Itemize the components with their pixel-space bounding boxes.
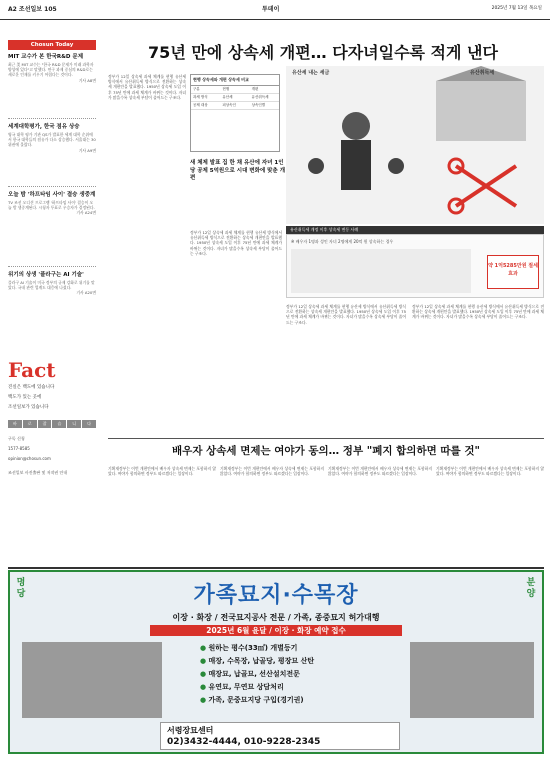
ad-feature: ● 유연묘, 무연묘 상담처리 (200, 681, 400, 694)
child-figure-icon (388, 158, 404, 174)
brief-ref: 기사 A8면 (78, 77, 96, 83)
law-cell: 유산취득세 (251, 95, 269, 99)
slogan-tab: 다 (82, 420, 96, 428)
brief-ref: 기사 A9면 (78, 147, 96, 153)
ad-contact-box[interactable] (160, 722, 400, 750)
tax-illustration (286, 66, 544, 224)
ad-feature: ● 가족, 문중묘지당 구입(경기권) (200, 694, 400, 707)
ad-feature-list (200, 642, 400, 707)
brief-title: MIT 교수가 본 한국R&D 문제 (8, 54, 84, 60)
illustration-svg (286, 66, 544, 224)
figure-head-icon (342, 112, 370, 140)
slogan-tabs (8, 420, 96, 428)
second-article-body: 기획재정부는 이번 개편안에서 배우자 상속세 면제는 포함하지 않았다. 여야가 합의하면 정부도 따르겠다는 입장이다. (436, 466, 544, 477)
fact-logo: Fact (8, 358, 56, 382)
law-cell: 현행 (222, 87, 230, 91)
building-shape (436, 81, 526, 141)
main-headline: 75년 만에 상속세 개편… 다자녀일수록 적게 낸다 (148, 43, 498, 62)
law-row (191, 86, 279, 94)
inheritance-table (286, 234, 544, 298)
slogan-tab: 바 (8, 420, 22, 428)
brief-item[interactable] (8, 124, 96, 154)
second-article-body: 기획재정부는 이번 개편안에서 배우자 상속세 면제는 포함하지 않았다. 여야가 합의하면 정부도 따르겠다는 입장이다. (220, 466, 324, 477)
brief-item[interactable] (8, 54, 96, 84)
brief-ref: 기사 A24면 (76, 210, 96, 216)
law-row (191, 94, 279, 102)
footer-note: 조선일보 사진출판 및 저작권 안내 (8, 470, 68, 475)
brief-title: 위기의 상생 '플라구는 AI 기술' (8, 272, 84, 278)
divider (108, 438, 544, 439)
child-figure-icon (308, 158, 324, 174)
brief-body: 최근 美 MIT 교수는 "한국 R&D 문제가 미래 과학자 양성에 있다"고 말했다. 연구 과제 중심의 R&D로는 새로운 인재를 키우기 어렵다는 것이다. (8, 62, 94, 78)
ad-side-text: 분양 (526, 578, 536, 599)
brief-body: 영국 대학 평가 기관 QS가 발표한 세계 대학 순위에서 한국 대학들의 점유가 다소 상승했다. 서울대는 30위권에 올랐다. (8, 132, 96, 148)
brief-body: 플라구 AI 기술이 미국 정부의 규제 강화로 위기를 맞았다. 국내 관련 업계도 대응에 나섰다. (8, 280, 95, 291)
cemetery-photo (22, 642, 162, 718)
ad-side-text: 명당 (16, 578, 26, 599)
second-article-body: 기획재정부는 이번 개편안에서 배우자 상속세 면제는 포함하지 않았다. 여야가 합의하면 정부도 따르겠다는 입장이다. (328, 466, 432, 477)
table-title: 유산취득세 개정 이후 상속세 변동 사례 (290, 227, 359, 232)
law-box-title: 현행 상속세와 개편 상속세 비교 (191, 75, 279, 86)
article-body: 정부가 12일 상속세 과세 체계를 현행 유산세 방식에서 유산취득세 방식으로 전환하는 상속세 개편안을 발표했다. 1950년 상속세 도입 이후 75년 만에 과세 체계가 바뀌는 것이다. 자녀가 많을수록 상속세 부담이 줄어드는 구조다. (108, 74, 186, 100)
figure-body-icon (341, 140, 371, 190)
divider (8, 266, 96, 267)
law-cell: 유산세 (222, 95, 233, 99)
slogan-tab: 잡 (38, 420, 52, 428)
second-article-body: 기획재정부는 이번 개편안에서 배우자 상속세 면제는 포함하지 않았다. 여야가 합의하면 정부도 따르겠다는 입장이다. (108, 466, 216, 477)
brief-ref: 기사 A20면 (76, 290, 96, 296)
chosun-today-label: Chosun Today (8, 40, 96, 50)
section-title: 투데이 (262, 6, 280, 13)
divider (8, 186, 96, 187)
table-note: ※ 배우자 1명과 성인 자녀 2명에게 20억 원 상속하는 경우 (291, 239, 394, 244)
law-cell: 상속인별 (251, 103, 266, 107)
law-cell: 피상속인 (222, 103, 236, 107)
law-cell: 구분 (193, 87, 200, 91)
ad-title: 가족묘지·수목장 (193, 583, 359, 608)
ad-phone[interactable]: 02)3432-4444, 010-9228-2345 (167, 737, 321, 747)
article-body: 정부가 12일 상속세 과세 체계를 현행 유산세 방식에서 유산취득세 방식으로 전환하는 상속세 개편안을 발표했다. 1950년 상속세 도입 이후 75년 만에 과세 체계가 바뀌는 것이다. 자녀가 많을수록 상속세 부담이 줄어드는 구조다. (286, 304, 406, 325)
ad-feature: ● 매장, 수목장, 납골당, 평장묘 산탄 (200, 655, 400, 668)
page-header (0, 0, 550, 20)
contact-email[interactable]: opinion@chosun.com (8, 456, 51, 461)
issue-date: 2025년 7월 13일 목요일 (491, 6, 542, 11)
fact-slogan: 조선일보가 있습니다 (8, 405, 49, 410)
slogan-tab: 로 (23, 420, 37, 428)
ad-company: 서령장묘센터 (167, 726, 214, 735)
article-body: 정부가 12일 상속세 과세 체계를 현행 유산세 방식에서 유산취득세 방식으로 전환하는 상속세 개편안을 발표했다. 1950년 상속세 도입 이후 75년 만에 과세 체계가 바뀌는 것이다. 자녀가 많을수록 상속세 부담이 줄어드는 구조다. (412, 304, 544, 320)
advertisement[interactable] (8, 570, 544, 754)
fact-slogan: 백도가 있는 곳에 (8, 395, 42, 400)
contact-title: 구독 신청 (8, 436, 25, 441)
law-comparison-box (190, 74, 280, 152)
article-body: 정부가 12일 상속세 과세 체계를 현행 유산세 방식에서 유산취득세 방식으로 전환하는 상속세 개편안을 발표했다. 1950년 상속세 도입 이후 75년 만에 과세 체계가 바뀌는 것이다. 자녀가 많을수록 상속세 부담이 줄어드는 구조다. (190, 230, 282, 256)
slogan-tab: 니 (67, 420, 81, 428)
divider (8, 567, 544, 569)
law-cell: 과세 방식 (193, 95, 208, 99)
table-header (286, 226, 544, 234)
left-column (8, 40, 96, 615)
law-cell: 개편 (251, 87, 259, 91)
page-number: A2 조선일보 105 (8, 6, 57, 13)
scissors-icon (456, 166, 516, 206)
brief-body: TV 조선 오디션 프로그램 '하프타임 사이' 결승이 오늘 밤 생중계된다. 시청자 투표로 우승자가 결정된다. (8, 200, 95, 211)
fact-slogan: 진실은 백도에 있습니다 (8, 385, 55, 390)
ad-event-banner: 2025년 6월 윤달 / 이장 · 화장 예약 접수 (150, 625, 402, 636)
brief-title: 세계대학평가, 한국 점유 상승 (8, 124, 80, 130)
graphic-label: 유산세 내는 세금 (292, 70, 330, 76)
table-grid (291, 249, 471, 293)
cemetery-photo (410, 642, 534, 718)
graphic-label: 유산취득세 (470, 70, 495, 76)
divider (8, 118, 96, 119)
second-headline: 배우자 상속세 면제는 여야가 동의… 정부 "폐지 합의하면 따를 것" (172, 445, 480, 457)
savings-callout: 약 1억5285만원 절세 효과 (487, 255, 539, 289)
article-subhead: 새 체제 발표 집 한 채 유산에 자녀 1인당 공제 5억원으로 시대 변화에 맞춘 개편 (190, 160, 286, 181)
brief-title: 오늘 밤 '하프타임 사이' 결승 생중계 (8, 192, 96, 198)
law-cell: 공제 대상 (193, 103, 208, 107)
contact-phone[interactable]: 1577-8585 (8, 446, 30, 451)
slogan-tab: 습 (52, 420, 66, 428)
brief-item[interactable] (8, 192, 96, 216)
brief-item[interactable] (8, 272, 96, 296)
ad-feature: ● 매장묘, 납골묘, 선산설치전문 (200, 668, 400, 681)
ad-subtitle: 이장 · 화장 / 전국묘지공사 전문 / 가족, 종중묘지 허가대행 (172, 613, 380, 622)
ad-feature: ● 원하는 평수(33㎡) 개별등기 (200, 642, 400, 655)
law-row (191, 102, 279, 110)
